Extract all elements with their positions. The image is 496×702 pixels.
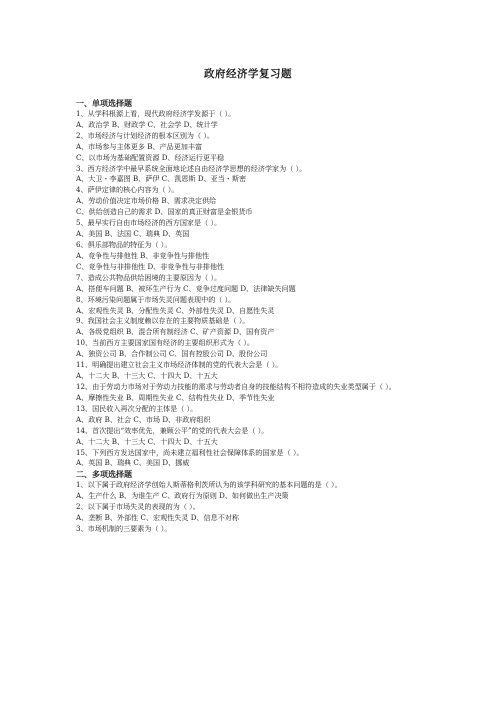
text-line: 10、当前西方主要国家国有经济的主要组织形式为（ ）。 [76,338,254,348]
text-line: A、垄断 B、外部性 C、宏观性失灵 D、信息不对称 [76,513,239,523]
text-line: 13、国民收入再次分配的主体是（ ）。 [76,403,198,413]
text-line: 11、明确提出建立社会主义市场经济体制的党的代表大会是（ ）。 [76,360,283,370]
document-title: 政府经济学复习题 [204,68,292,80]
text-line: 3、市场机制的三要素为（ ）。 [76,523,172,533]
text-line: A、政府 B、社会 C、市场 D、非政府组织 [76,414,211,424]
text-line: A、各级党组织 B、混合所有制经济 C、矿产资源 D、国有资产 [76,327,275,337]
text-line: 1、以下属于政府经济学创始人斯蒂格利茨所认为的该学科研究的基本问题的是（ ）。 [76,480,342,490]
text-line: 8、环境污染问题属于市场失灵问题表现中的（ ）。 [76,294,236,304]
text-line: 1、从学科根源上看，现代政府经济学发源于（ ）。 [76,108,236,118]
text-line: 14、首次提出“效率优先，兼顾公平”的党的代表大会是（ ）。 [76,425,269,435]
text-line: 4、萨伊定律的核心内容为（ ）。 [76,185,179,195]
text-line: 7、造成公共物品供给困境的主要原因为（ ）。 [76,272,222,282]
text-line: C、供给创造自己的需求 D、国家的真正财富是金银货币 [76,207,253,217]
text-line: A、十二大 B、十三大 C、十四大 D、十五大 [76,371,218,381]
text-line: C、竞争性与非排他性 D、非竞争性与非排他性 [76,261,225,271]
section-heading: 二、多项选择题 [76,469,132,480]
text-line: A、政治学 B、财政学 C、社会学 D、统计学 [76,119,218,129]
text-line: C、以市场为基础配置资源 D、经济运行更平稳 [76,152,225,162]
text-line: 3、西方经济学中最早系统全面地论述自由经济学思想的经济学家为（ ）。 [76,163,307,173]
text-line: A、美国 B、法国 C、瑞典 D、英国 [76,229,190,239]
text-line: A、大卫・李嘉图 B、萨伊 C、凯恩斯 D、亚当・斯密 [76,174,247,184]
text-line: 12、由于劳动力市场对于劳动力技能的需求与劳动者自身的技能结构不相符造成的失业类型属于（ ）。 [76,381,396,391]
text-line: A、搭便车问题 B、被环生产行为 C、竞争过度问题 D、法律缺失问题 [76,283,296,293]
text-line: A、独资公司 B、合作制公司 C、国有控股公司 D、股份公司 [76,349,268,359]
document-body [76,98,476,535]
text-line: 15、下列西方发达国家中，尚未建立福利性社会保障体系的国家是（ ）。 [76,447,304,457]
section-heading: 一、单项选择题 [76,98,132,108]
text-line: A、宏观性失灵 B、分配性失灵 C、外部性失灵 D、自愿性失灵 [76,305,275,315]
text-line: A、英国 B、瑞典 C、美国 D、挪威 [76,458,190,468]
text-line: A、市场参与主体更多 B、产品更加丰富 [76,141,203,151]
text-line: 5、最早实行自由市场经济的西方国家是（ ）。 [76,218,222,228]
text-line: A、竞争性与排他性 B、非竞争性与排他性 [76,250,210,260]
text-line: 6、俱乐部物品的特征为（ ）。 [76,239,172,249]
text-line: A、劳动价值决定市场价格 B、需求决定供给 [76,196,217,206]
text-line: A、十二大 B、十三大 C、十四大 D、十五大 [76,436,218,446]
text-line: A、摩擦性失业 B、周期性失业 C、结构性失业 D、季节性失业 [76,392,275,402]
text-line: 9、我国社会主义制度赖以存在的主要物质基础是（ ）。 [76,316,250,326]
text-line: A、生产什么 B、为谁生产 C、政府行为原则 D、如何做出生产决策 [76,491,289,501]
text-line: 2、以下属于市场失灵的表现的为（ ）。 [76,502,200,512]
text-line: 2、市场经济与计划经济的根本区别为（ ）。 [76,130,214,140]
